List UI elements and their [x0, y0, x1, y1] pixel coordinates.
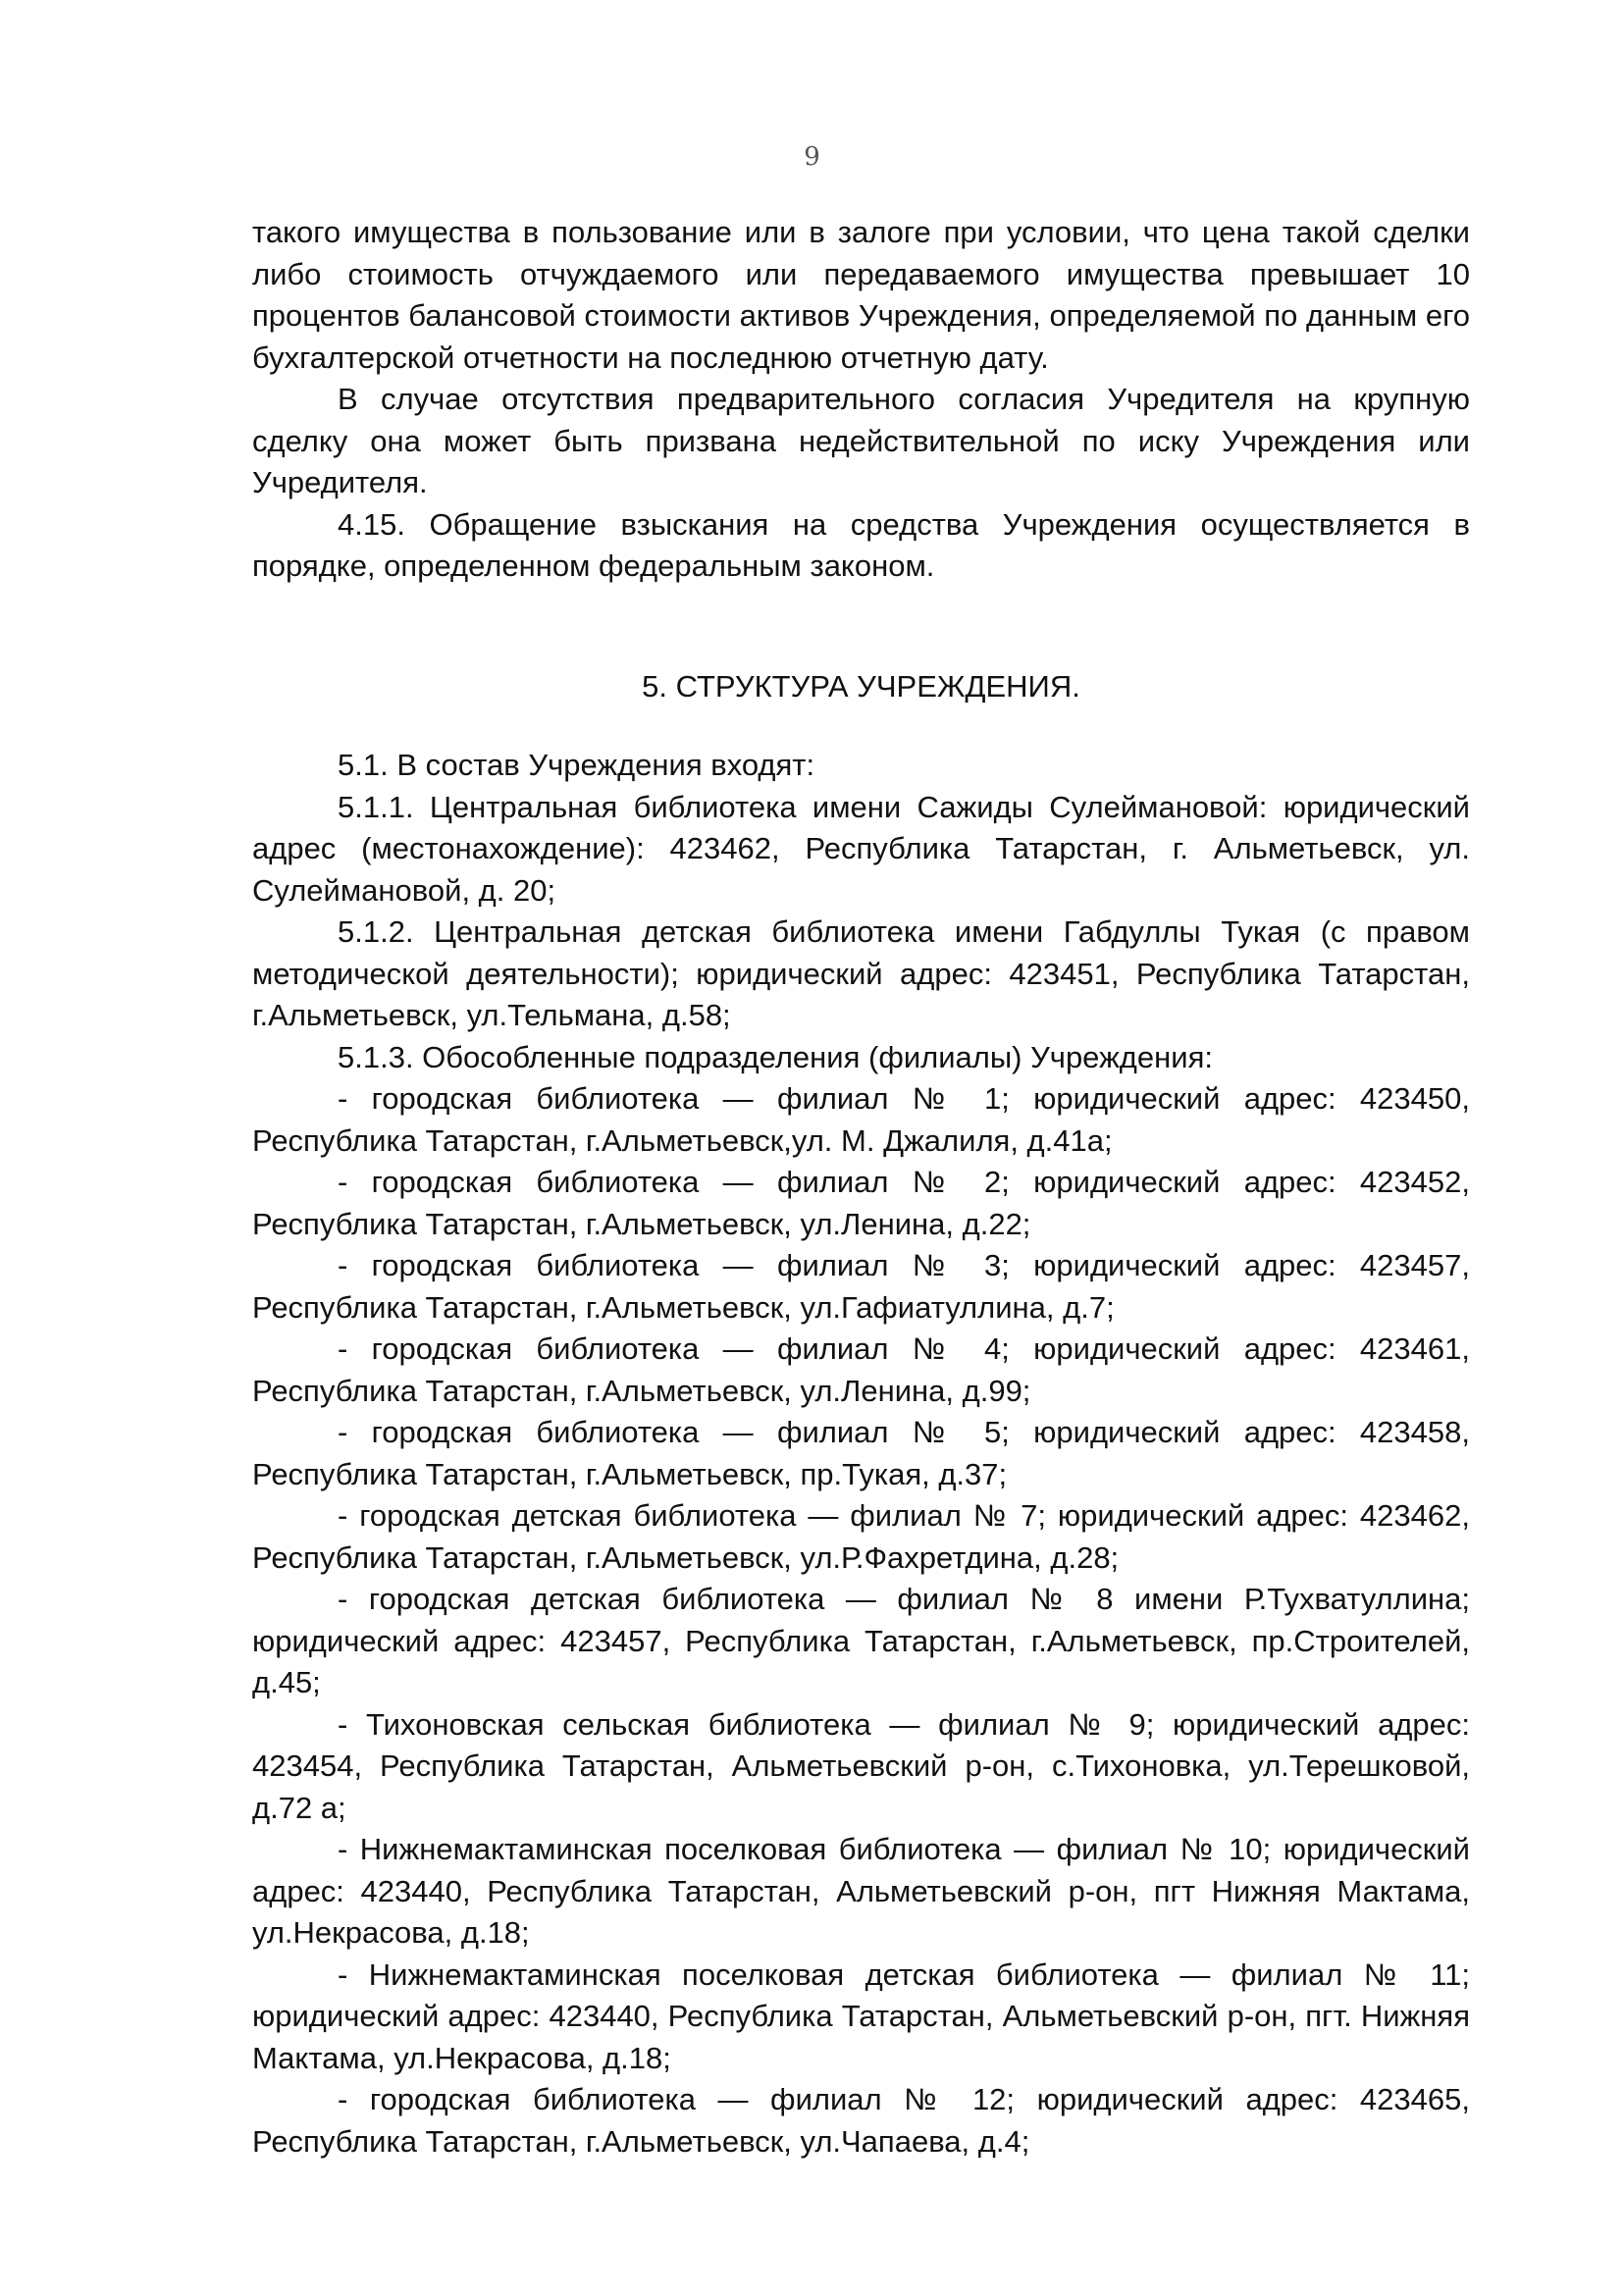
section-heading: 5. СТРУКТУРА УЧРЕЖДЕНИЯ.: [642, 669, 1080, 704]
branch-item: - городская библиотека — филиал № 2; юридический адрес: 423452, Республика Татарстан, г.Альметьевск, ул.Ленина, д.22;: [252, 1165, 1470, 1241]
branch-item: - городская библиотека — филиал № 4; юридический адрес: 423461, Республика Татарстан, г.Альметьевск, ул.Ленина, д.99;: [252, 1331, 1470, 1408]
branch-item: - Нижнемактаминская поселковая библиотека — филиал № 10; юридический адрес: 423440, Республика Татарстан, Альметьевский р-он, пгт Нижняя Мактама, ул.Некрасова, д.18;: [252, 1832, 1470, 1950]
item-5-1-1: 5.1.1. Центральная библиотека имени Сажиды Сулеймановой: юридический адрес (местонахождение): 423462, Республика Татарстан, г. Альметьевск, ул. Сулеймановой, д. 20;: [252, 789, 1470, 908]
item-5-1-3: 5.1.3. Обособленные подразделения (филиалы) Учреждения:: [338, 1039, 1213, 1074]
branch-item: - городская детская библиотека — филиал № 8 имени Р.Тухватуллина; юридический адрес: 423457, Республика Татарстан, г.Альметьевск, пр.Строителей, д.45;: [252, 1582, 1470, 1699]
branch-item: - городская библиотека — филиал № 5; юридический адрес: 423458, Республика Татарстан, г.Альметьевск, пр.Тукая, д.37;: [252, 1415, 1470, 1491]
branch-item: - городская детская библиотека — филиал № 7; юридический адрес: 423462, Республика Татарстан, г.Альметьевск, ул.Р.Фахретдина, д.28;: [252, 1498, 1470, 1575]
branch-item: - городская библиотека — филиал № 1; юридический адрес: 423450, Республика Татарстан, г.Альметьевск,ул. М. Джалиля, д.41а;: [252, 1081, 1470, 1158]
paragraph-continuation: такого имущества в пользование или в залоге при условии, что цена такой сделки либо стоимость отчуждаемого или передаваемого имущества превышает 10 процентов балансовой стоимости активов Учреждения, определяемой по данным его бухгалтерской отчетности на последнюю отчетную дату.: [252, 215, 1470, 375]
section-5-body: [252, 745, 1470, 2163]
paragraph-consent: В случае отсутствия предварительного согласия Учредителя на крупную сделку она может быть призвана недействительной по иску Учреждения или Учредителя.: [252, 382, 1470, 499]
branch-item: - городская библиотека — филиал № 3; юридический адрес: 423457, Республика Татарстан, г.Альметьевск, ул.Гафиатуллина, д.7;: [252, 1248, 1470, 1325]
item-5-1-2: 5.1.2. Центральная детская библиотека имени Габдуллы Тукая (с правом методической деятельности); юридический адрес: 423451, Республика Татарстан, г.Альметьевск, ул.Тельмана, д.58;: [252, 914, 1470, 1032]
branch-item: - городская библиотека — филиал № 12; юридический адрес: 423465, Республика Татарстан, г.Альметьевск, ул.Чапаева, д.4;: [252, 2082, 1470, 2159]
branch-item: - Тихоновская сельская библиотека — филиал № 9; юридический адрес: 423454, Республика Татарстан, Альметьевский р-он, с.Тихоновка, ул.Терешковой, д.72 а;: [252, 1706, 1470, 1825]
page-number: 9: [804, 142, 820, 172]
branch-item: - Нижнемактаминская поселковая детская библиотека — филиал № 11; юридический адрес: 423440, Республика Татарстан, Альметьевский р-он, пгт. Нижняя Мактама, ул.Некрасова, д.18;: [252, 1956, 1470, 2075]
continuation-text: [252, 212, 1470, 588]
paragraph-4-15: 4.15. Обращение взыскания на средства Учреждения осуществляется в порядке, определенном федеральным законом.: [252, 506, 1470, 583]
item-5-1: 5.1. В состав Учреждения входят:: [338, 748, 815, 782]
